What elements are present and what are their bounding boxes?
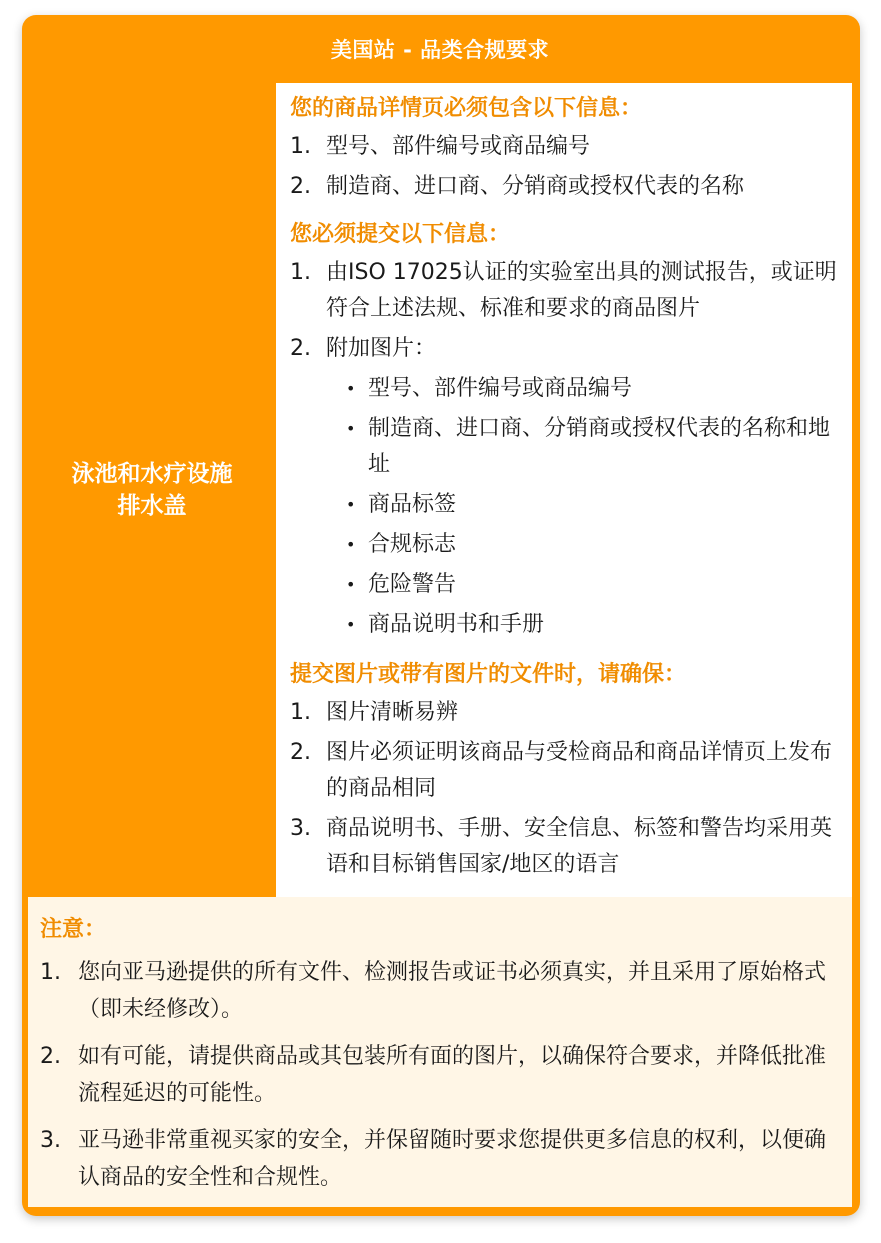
bullet-text: 危险警告 xyxy=(368,572,457,597)
detail-page-requirements-list xyxy=(290,129,846,205)
bullet-dot: • xyxy=(346,575,356,594)
category-name-line1: 泳池和水疗设施 xyxy=(71,461,233,487)
bullet-dot: • xyxy=(346,615,356,634)
item-number: 1. xyxy=(290,260,311,285)
item-number: 2. xyxy=(40,1044,61,1069)
list-item xyxy=(40,954,842,1028)
item-text: 商品说明书、手册、安全信息、标签和警告均采用英语和目标销售国家/地区的语言 xyxy=(326,816,833,877)
item-text: 如有可能，请提供商品或其包装所有面的图片，以确保符合要求，并降低批准流程延迟的可能性。 xyxy=(78,1044,827,1106)
notice-section xyxy=(28,897,852,1207)
list-item xyxy=(290,735,846,807)
image-submission-list xyxy=(290,695,846,883)
item-number: 1. xyxy=(290,134,311,159)
bullet-dot: • xyxy=(346,535,356,554)
item-text: 制造商、进口商、分销商或授权代表的名称 xyxy=(326,174,745,199)
item-text: 您向亚马逊提供的所有文件、检测报告或证书必须真实，并且采用了原始格式（即未经修改）。 xyxy=(78,960,827,1022)
item-text: 型号、部件编号或商品编号 xyxy=(326,134,591,159)
item-number: 2. xyxy=(290,174,311,199)
compliance-card xyxy=(22,15,860,1216)
item-number: 3. xyxy=(290,816,311,841)
category-cell xyxy=(28,83,276,897)
bullet-item xyxy=(346,527,846,563)
notice-list xyxy=(40,954,842,1196)
bullet-item xyxy=(346,411,846,483)
category-name-line2: 排水盖 xyxy=(117,493,187,519)
list-item xyxy=(40,1122,842,1196)
item-text: 图片必须证明该商品与受检商品和商品详情页上发布的商品相同 xyxy=(326,740,833,801)
submission-requirements-title: 您必须提交以下信息： xyxy=(290,222,511,247)
list-item xyxy=(290,129,846,165)
item-number: 1. xyxy=(40,960,61,985)
detail-page-requirements-title: 您的商品详情页必须包含以下信息： xyxy=(290,96,643,121)
bullet-text: 商品标签 xyxy=(368,492,457,517)
item-text: 亚马逊非常重视买家的安全，并保留随时要求您提供更多信息的权利，以便确认商品的安全性和合规性。 xyxy=(78,1128,827,1190)
bullet-dot: • xyxy=(346,495,356,514)
list-item xyxy=(40,1038,842,1112)
requirements-row xyxy=(28,83,852,897)
bullet-item xyxy=(346,607,846,643)
bullet-item xyxy=(346,487,846,523)
list-item xyxy=(290,811,846,883)
list-item xyxy=(290,255,846,327)
item-number: 1. xyxy=(290,700,311,725)
additional-images-list xyxy=(326,371,846,643)
bullet-item xyxy=(346,371,846,407)
list-item xyxy=(290,169,846,205)
item-number: 3. xyxy=(40,1128,61,1153)
bullet-text: 型号、部件编号或商品编号 xyxy=(368,376,633,401)
card-header xyxy=(28,15,852,83)
bullet-text: 合规标志 xyxy=(368,532,457,557)
list-item xyxy=(290,331,846,647)
item-text: 附加图片： xyxy=(326,336,437,361)
list-item xyxy=(290,695,846,731)
bullet-text: 制造商、进口商、分销商或授权代表的名称和地址 xyxy=(368,416,831,477)
item-number: 2. xyxy=(290,336,311,361)
item-number: 2. xyxy=(290,740,311,765)
submission-requirements-list xyxy=(290,255,846,647)
bullet-text: 商品说明书和手册 xyxy=(368,612,545,637)
notice-title: 注意： xyxy=(40,917,107,942)
item-text: 图片清晰易辨 xyxy=(326,700,459,725)
bullet-dot: • xyxy=(346,419,356,438)
bullet-dot: • xyxy=(346,379,356,398)
requirements-cell xyxy=(276,83,852,897)
item-text: 由ISO 17025认证的实验室出具的测试报告，或证明符合上述法规、标准和要求的商品图片 xyxy=(326,260,837,321)
bullet-item xyxy=(346,567,846,603)
image-submission-title: 提交图片或带有图片的文件时，请确保： xyxy=(290,662,687,687)
page-title: 美国站 - 品类合规要求 xyxy=(330,38,550,62)
